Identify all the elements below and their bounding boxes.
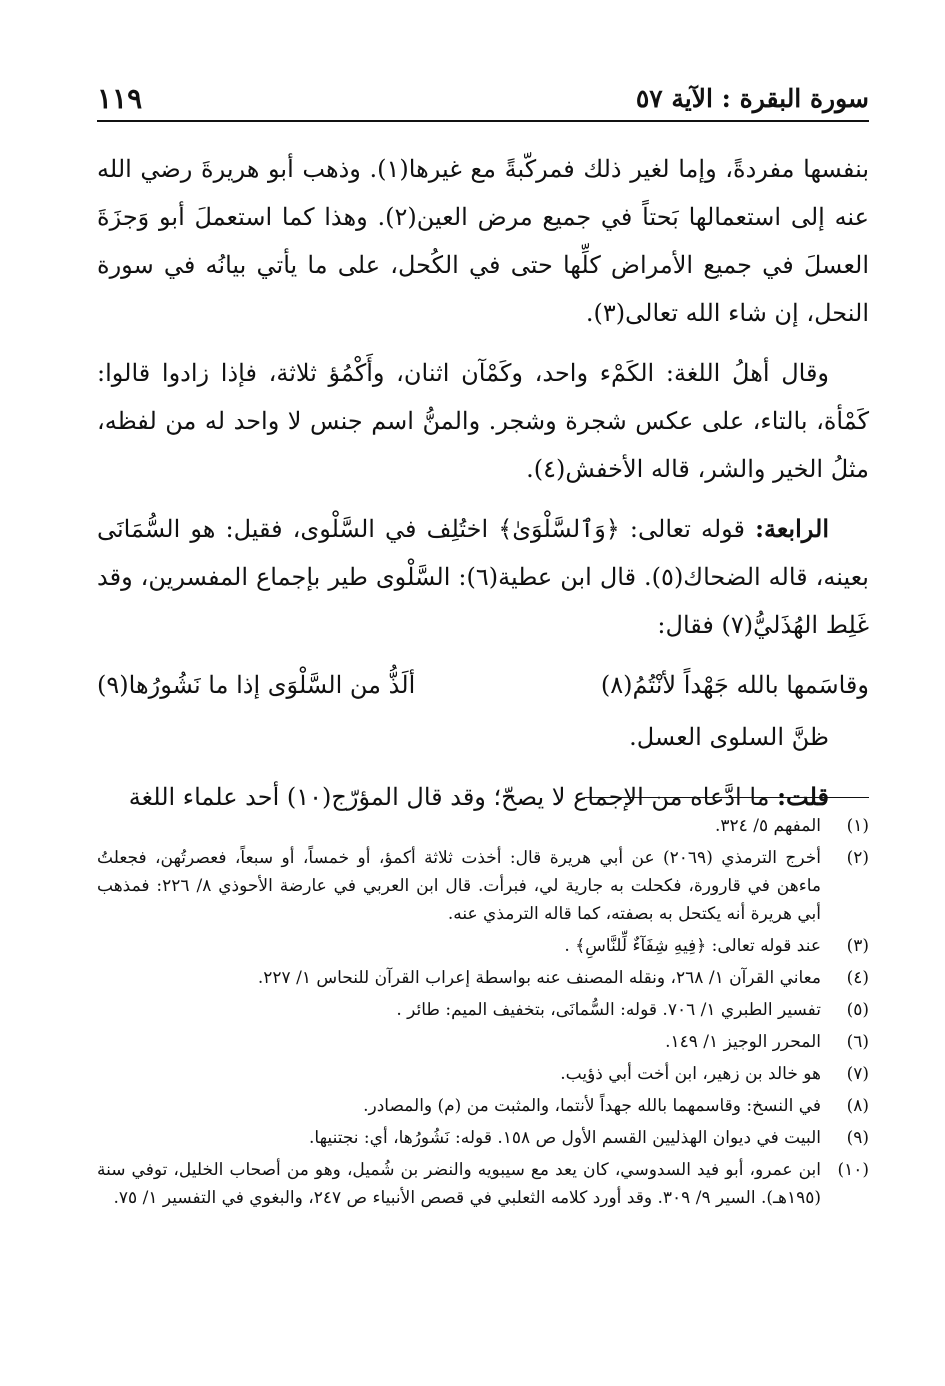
- paragraph-1: بنفسها مفردةً، وإما لغير ذلك فمركّبةً مع غيرها(١). وذهب أبو هريرةَ رضي الله عنه إلى استعمالها بَحتاً في جميع مرض العين(٢). وهذا كما استعملَ أبو وَجزَةَ العسلَ في جميع الأمراض كلِّها حتى في الكُحل، على ما يأتي بيانُه في سورة النحل، إن شاء الله تعالى(٣).: [97, 155, 869, 327]
- footnote-text: معاني القرآن ١/ ٢٦٨، ونقله المصنف عنه بواسطة إعراب القرآن للنحاس ١/ ٢٢٧.: [257, 968, 821, 988]
- footnote-text: المفهم ٥/ ٣٢٤.: [715, 816, 821, 836]
- footnote-item: [97, 1156, 869, 1212]
- footnote-text: ابن عمرو، أبو فيد السدوسي، كان يعد مع سيبويه والنضر بن شُميل، وهو من أصحاب الخليل، توفي سنة (١٩٥هـ). السير ٩/ ٣٠٩. وقد أورد كلامه الثعلبي في قصص الأنبياء ص ٢٤٧، والبغوي في التفسير ١/ ٧٥.: [97, 1160, 822, 1208]
- footnote-number: (١٠): [837, 1160, 869, 1180]
- footnote-text: المحرر الوجيز ١/ ١٤٩.: [665, 1032, 821, 1052]
- footnote-item: [97, 1124, 869, 1152]
- running-title: سورة البقرة : الآية ٥٧: [635, 84, 869, 113]
- footnote-text: هو خالد بن زهير، ابن أخت أبي ذؤيب.: [560, 1064, 821, 1084]
- footnote-number: (٥): [846, 1000, 869, 1020]
- footnote-item: [97, 1060, 869, 1088]
- footnote-text: في النسخ: وقاسمهما بالله جهداً لأنتما، والمثبت من (م) والمصادر.: [363, 1096, 821, 1116]
- footnote-item: [97, 1028, 869, 1056]
- main-text: [97, 145, 869, 833]
- verse-hemistich-2: ألَذُّ من السَّلْوَى إذا ما نَشُورُها(٩): [97, 671, 416, 699]
- footnote-number: (٧): [846, 1064, 869, 1084]
- paragraph-3-text: قوله تعالى: ﴿وَٱلسَّلْوَىٰ﴾ اختُلِف في السَّلْوى، فقيل: هو السُّمَانَى بعينه، قاله الضحاك(٥). قال ابن عطية(٦): السَّلْوى طير بإجماع المفسرين، وقد غَلِط الهُذَليُّ(٧) فقال:: [97, 515, 869, 639]
- paragraph-4: ظنَّ السلوى العسل.: [629, 723, 829, 751]
- footnote-number: (٦): [846, 1032, 869, 1052]
- footnote-text: تفسير الطبري ١/ ٧٠٦. قوله: السُّمانَى، بتخفيف الميم: طائر .: [396, 1000, 821, 1020]
- footnote-item: [97, 1092, 869, 1120]
- verse-hemistich-1: وقاسَمها بالله جَهْداً لأنْتُمُ(٨): [600, 671, 869, 699]
- paragraph-2: وقال أهلُ اللغة: الكَمْء واحد، وكَمْآن اثنان، وأَكْمُؤ ثلاثة، فإذا زادوا قالوا: كَمْأة، بالتاء، على عكس شجرة وشجر. والمنُّ اسم جنس لا واحد له من لفظه، مثلُ الخير والشر، قاله الأخفش(٤).: [97, 359, 870, 483]
- footnote-item: [97, 996, 869, 1024]
- footnote-item: [97, 844, 869, 928]
- footnote-separator: [585, 797, 869, 798]
- paragraph-5-lead: قلت:: [777, 782, 829, 811]
- footnote-number: (٢): [846, 848, 869, 868]
- paragraph-3: [97, 505, 869, 649]
- footnote-number: (٣): [846, 936, 869, 956]
- footnote-number: (٨): [846, 1096, 869, 1116]
- footnote-text: عند قوله تعالى: ﴿فِيهِ شِفَآءٌ لِّلنَّاسِ﴾ .: [564, 936, 821, 956]
- footnote-number: (١): [846, 816, 869, 836]
- footnotes: [97, 812, 869, 1216]
- page-number: ١١٩: [97, 82, 143, 115]
- footnote-item: [97, 964, 869, 992]
- footnote-text: البيت في ديوان الهذليين القسم الأول ص ١٥٨. قوله: نَشُورُها، أي: نجتنيها.: [309, 1128, 821, 1148]
- footnote-number: (٩): [846, 1128, 869, 1148]
- footnote-item: [97, 932, 869, 960]
- footnote-text: أخرج الترمذي (٢٠٦٩) عن أبي هريرة قال: أخذت ثلاثة أكمؤ، أو خمساً، أو سبعاً، فعصرتُهن، فجعلتُ ماءهن في قارورة، فكحلت به جارية لي، فبرأت. قال ابن العربي في عارضة الأحوذي ٨/ ٢٢٦: فمذهب أبي هريرة أنه يكتحل به بصفته، كما قاله الترمذي عنه.: [97, 848, 821, 924]
- footnote-item: [97, 812, 869, 840]
- paragraph-5-text: ما ادَّعاه من الإجماع لا يصحّ؛ وقد قال المؤرّج(١٠) أحد علماء اللغة: [128, 783, 778, 811]
- paragraph-3-lead: الرابعة:: [755, 514, 829, 543]
- page-header: [97, 70, 869, 122]
- poetry-verse: [97, 661, 869, 709]
- footnote-number: (٤): [846, 968, 869, 988]
- header-rule: [97, 120, 869, 122]
